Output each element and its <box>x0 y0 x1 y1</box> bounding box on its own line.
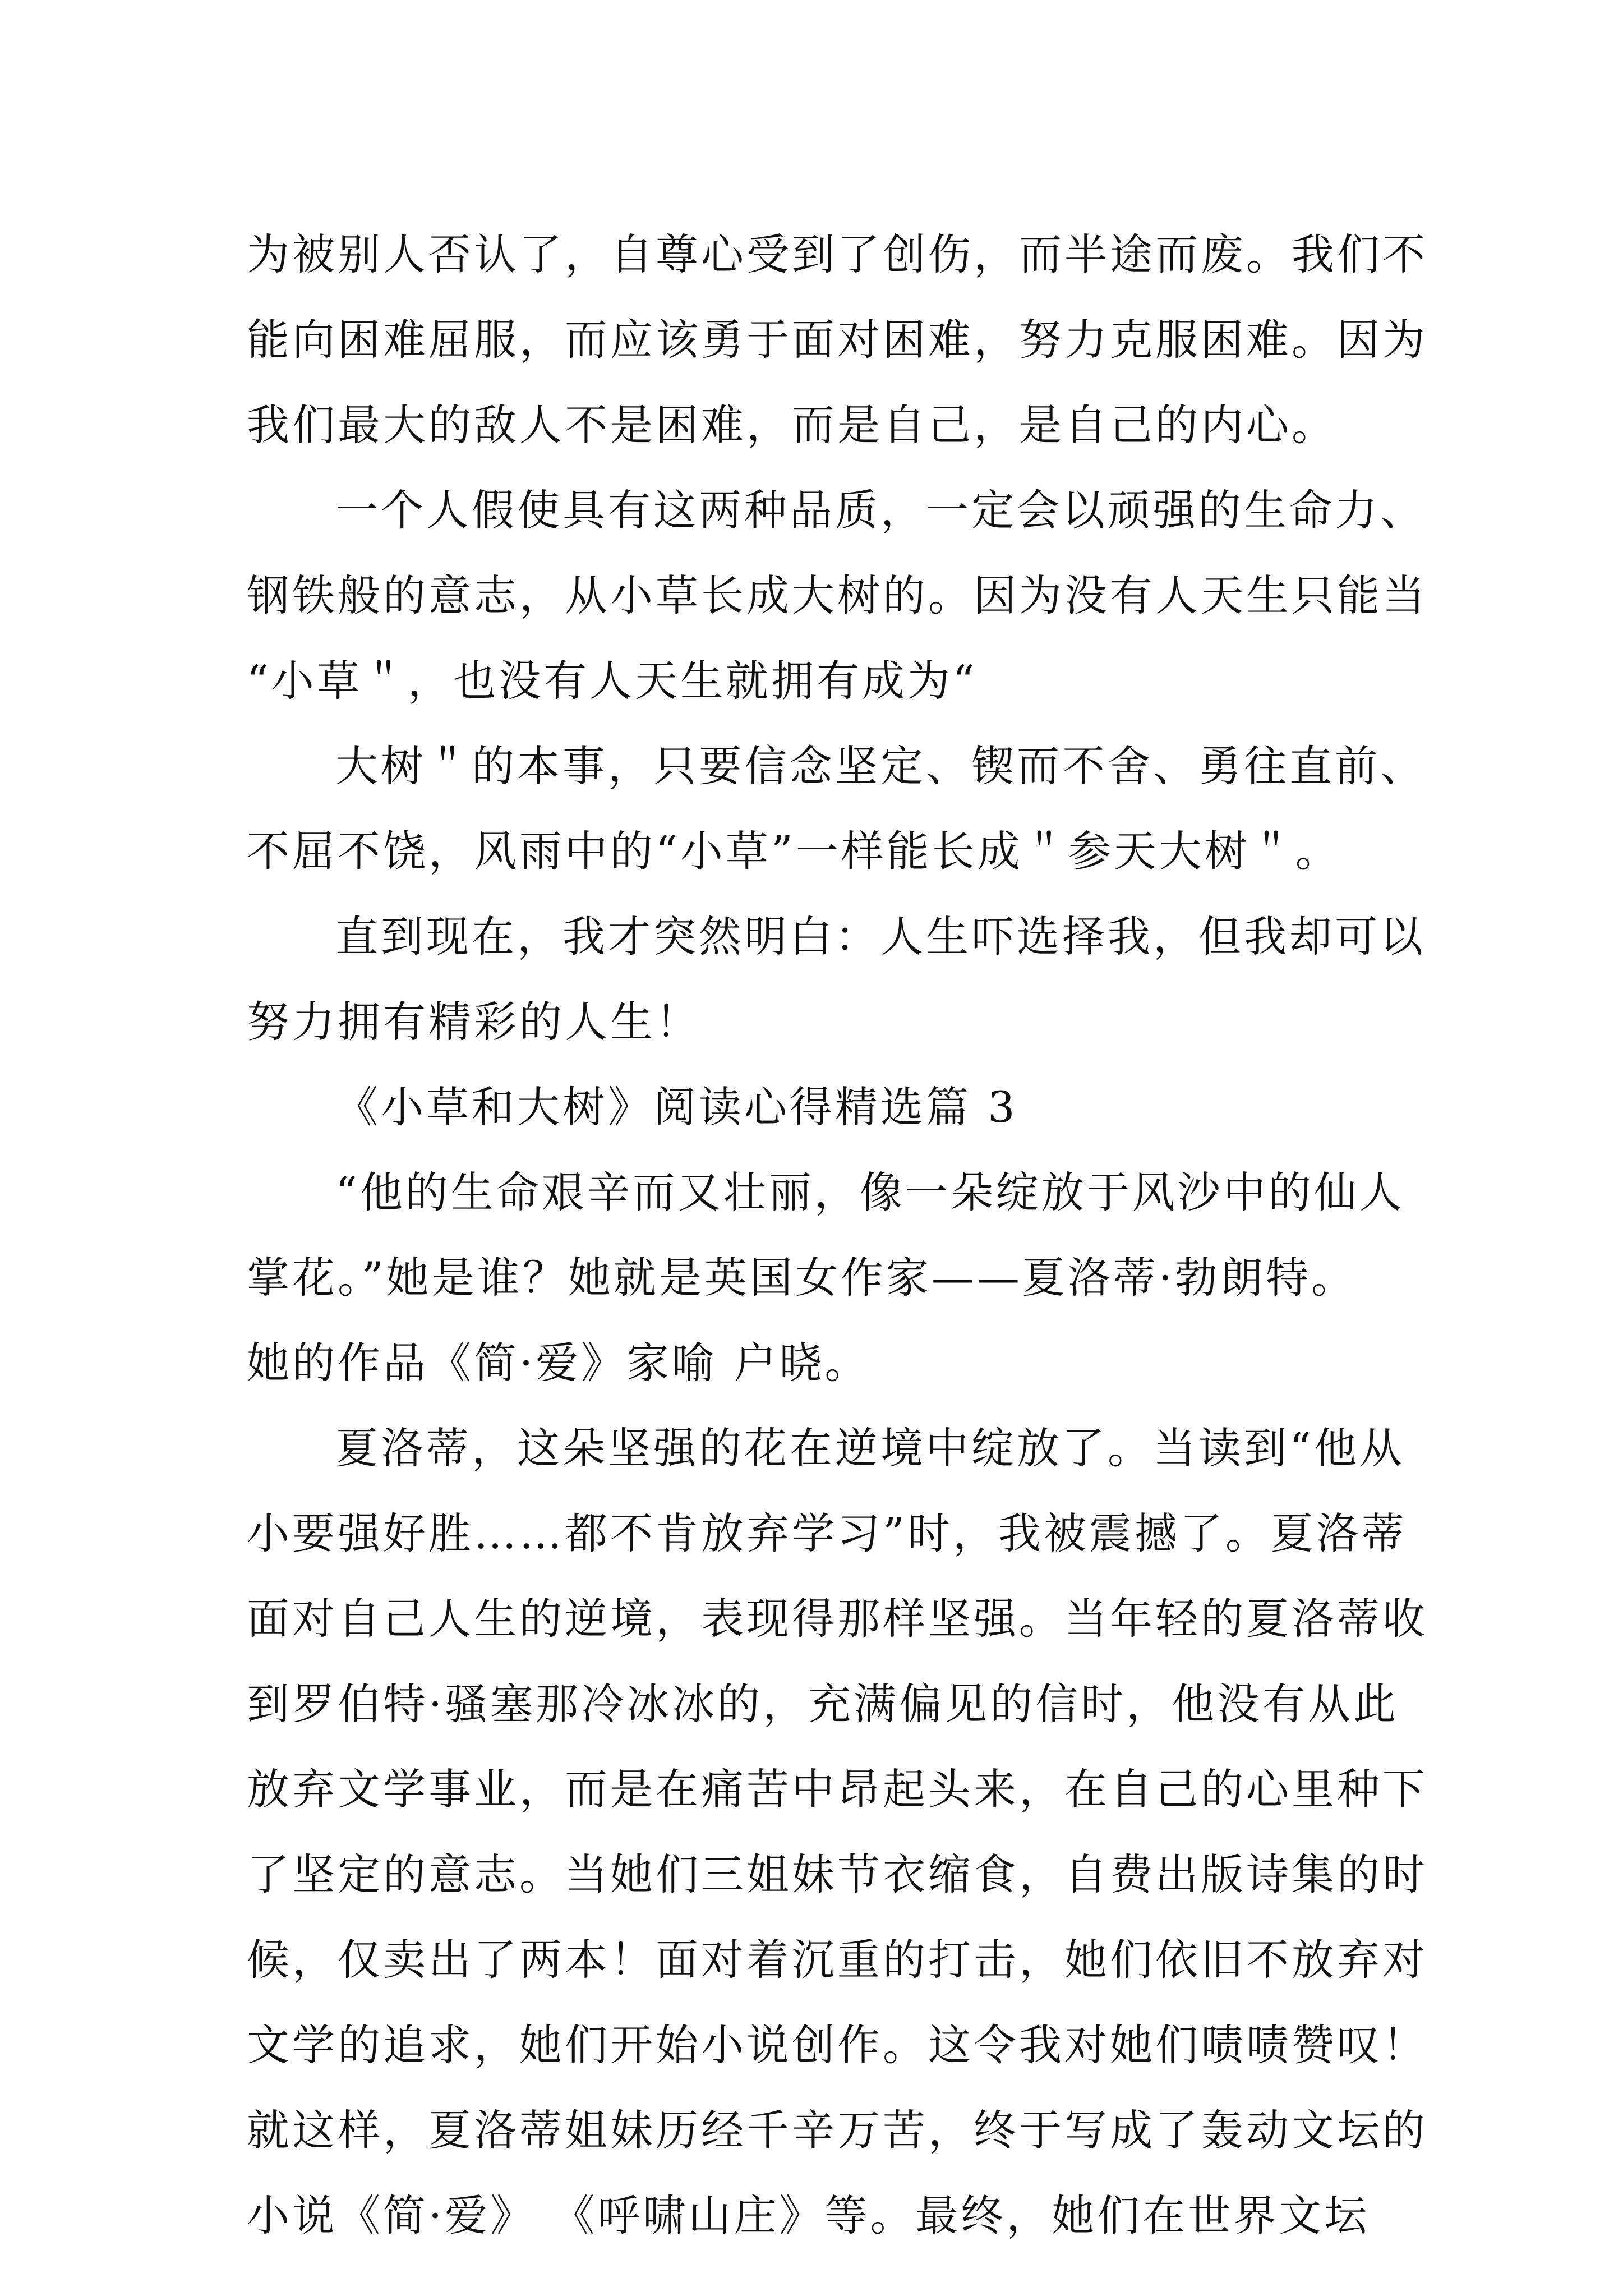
text-line: 大树＂的本事，只要信念坚定、锲而不舍、勇往直前、 <box>335 741 1426 791</box>
text-line: “小草＂，也没有人天生就拥有成为“ <box>247 656 978 706</box>
text-line: 掌花。”她是谁？她就是英国女作家——夏洛蒂·勃朗特。 <box>247 1253 1357 1303</box>
text-line: “他的生命艰辛而又壮丽，像一朵绽放于风沙中的仙人 <box>335 1167 1405 1217</box>
text-line: 为被别人否认了，自尊心受到了创伤，而半途而废。我们不 <box>247 229 1428 279</box>
text-line: 就这样，夏洛蒂姐妹历经千辛万苦，终于写成了轰动文坛的 <box>247 2105 1428 2155</box>
text-line: 钢铁般的意志，从小草长成大树的。因为没有人天生只能当 <box>247 570 1428 620</box>
body-text <box>247 212 1428 2258</box>
section-heading: 《小草和大树》阅读心得精选篇 3 <box>335 1082 1018 1132</box>
text-line: 能向困难屈服，而应该勇于面对困难，努力克服困难。因为 <box>247 315 1428 365</box>
text-line: 到罗伯特·骚塞那冷冰冰的，充满偏见的信时，他没有从此 <box>247 1679 1399 1729</box>
text-line: 小要强好胜……都不肯放弃学习”时，我被震撼了。夏洛蒂 <box>247 1508 1407 1558</box>
text-line: 小说《简·爱》 《呼啸山庄》等。最终，她们在世界文坛 <box>247 2191 1370 2240</box>
text-line: 夏洛蒂，这朵坚强的花在逆境中绽放了。当读到“他从 <box>335 1423 1405 1473</box>
text-line: 了坚定的意志。当她们三姐妹节衣缩食，自费出版诗集的时 <box>247 1849 1428 1899</box>
text-line: 我们最大的敌人不是困难，而是自己，是自己的内心。 <box>247 400 1337 450</box>
text-line: 不屈不饶，风雨中的“小草”一样能长成＂参天大树＂。 <box>247 826 1341 876</box>
text-line: 面对自己人生的逆境，表现得那样坚强。当年轻的夏洛蒂收 <box>247 1594 1428 1644</box>
text-line: 文学的追求，她们开始小说创作。这令我对她们啧啧赞叹！ <box>247 2020 1428 2070</box>
text-line: 直到现在，我才突然明白：人生吓选择我，但我却可以 <box>335 912 1426 961</box>
text-line: 一个人假使具有这两种品质，一定会以顽强的生命力、 <box>335 485 1426 535</box>
text-line: 候，仅卖出了两本！面对着沉重的打击，她们依旧不放弃对 <box>247 1935 1428 1985</box>
text-line: 努力拥有精彩的人生！ <box>247 997 701 1047</box>
text-line: 放弃文学事业，而是在痛苦中昂起头来，在自己的心里种下 <box>247 1764 1428 1814</box>
text-line: 她的作品《简·爱》家喻 户晓。 <box>247 1338 870 1388</box>
